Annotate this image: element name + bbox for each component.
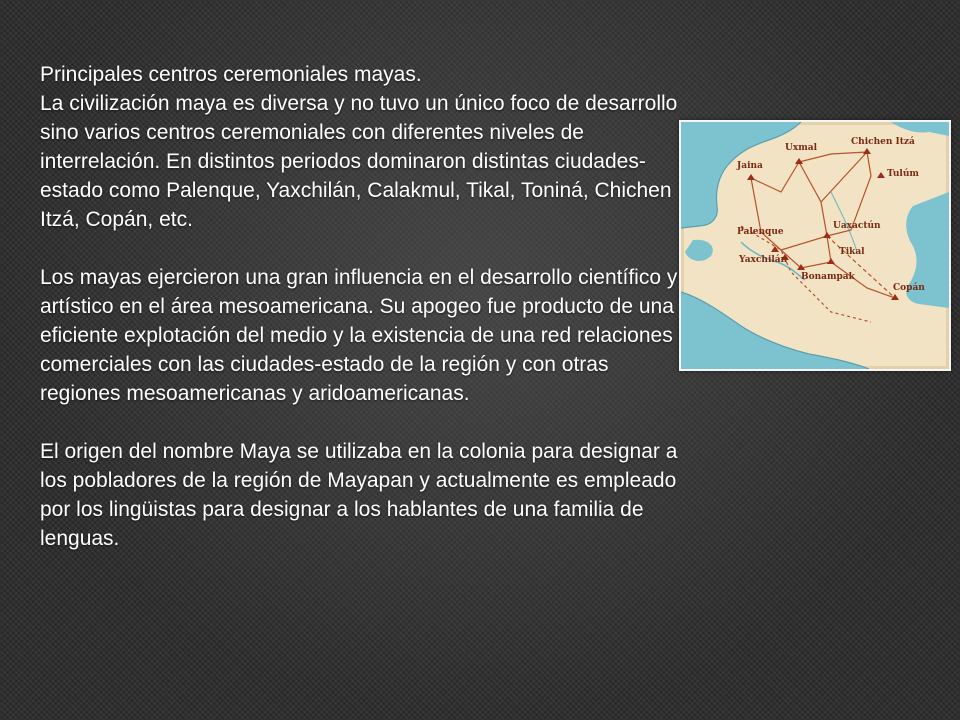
paragraph-1: La civilización maya es diversa y no tuvo un único foco de desarrollo sino varios centros ceremoniales con diferentes niveles de interrelación. En distintos periodos dominaron distintas ciudades-estado como Palenque, Yaxchilán, Calakmul, Tikal, Toniná, Chichen Itzá, Copán, etc. <box>40 92 678 231</box>
label-yaxchilan: Yaxchilán <box>739 255 788 265</box>
paragraph-3: El origen del nombre Maya se utilizaba en la colonia para designar a los pobladores de la región de Mayapan y actualmente es empleado por los lingüistas para designar a los hablantes de una familia de lenguas. <box>40 440 678 550</box>
maya-map-illustration <box>681 122 949 369</box>
label-jaina: Jaina <box>737 161 763 171</box>
slide-text <box>40 60 690 553</box>
label-tulum: Tulúm <box>887 169 919 179</box>
label-uxmal: Uxmal <box>785 143 817 153</box>
label-chichen-itza: Chichen Itzá <box>851 137 915 147</box>
label-tikal: Tikal <box>839 247 865 257</box>
label-bonampak: Bonampak <box>801 272 855 282</box>
label-palenque: Palenque <box>737 227 784 237</box>
paragraph-2: Los mayas ejercieron una gran influencia en el desarrollo científico y artístico en el área mesoamericana. Su apogeo fue producto de una eficiente explotación del medio y la existencia de una red relaciones comerciales con las ciudades-estado de la región y con otras regiones mesoamericanas y aridoamericanas. <box>40 266 678 405</box>
maya-map <box>679 120 951 371</box>
slide-title: Principales centros ceremoniales mayas. <box>40 63 422 86</box>
label-copan: Copán <box>893 283 925 293</box>
label-uaxactun: Uaxactún <box>833 221 881 231</box>
